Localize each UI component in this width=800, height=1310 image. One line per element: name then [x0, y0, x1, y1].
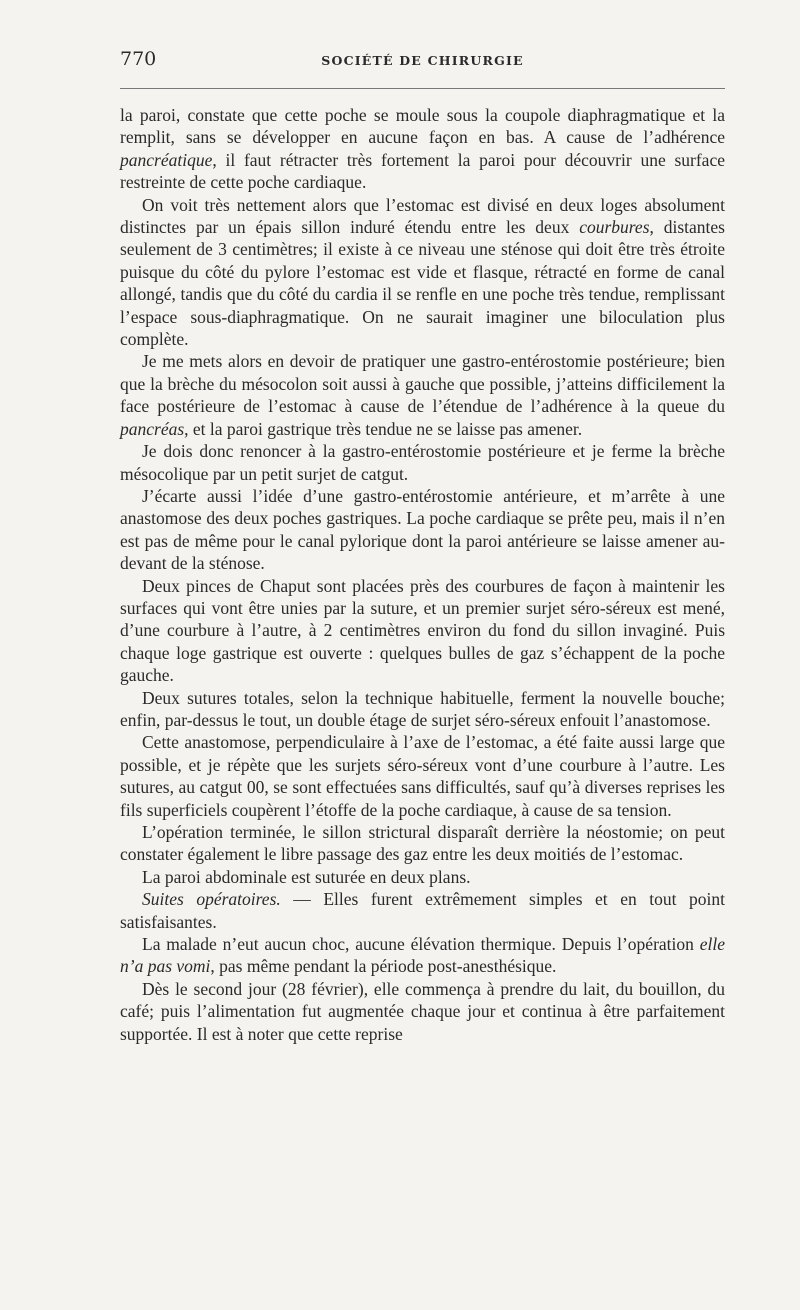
italic-text: elle n’a pas vomi — [120, 934, 725, 977]
paragraph — [120, 933, 725, 978]
body-text — [120, 104, 725, 1045]
paragraph — [120, 440, 725, 485]
header-rule — [120, 88, 725, 89]
paragraph — [120, 978, 725, 1045]
text-segment: On voit très nettement alors que l’estomac est divisé en deux loges absolument distinctes par un épais sillon induré étendu entre les deux — [120, 194, 725, 238]
paragraph — [120, 687, 725, 732]
page-header — [120, 46, 725, 76]
text-segment: Cette anastomose, perpendiculaire à l’axe de l’estomac, a été faite aussi large que possible, et je répète que les surjets séro-séreux vont d’une courbure à l’autre. Les sutures, au catgut 00, se sont effectuées sans difficultés, sauf qu’à diverses reprises les fils superficiels coupèrent l’étoffe de la poche cardiaque, à cause de sa tension. — [120, 732, 725, 820]
text-segment: Deux pinces de Chaput sont placées près des courbures de façon à maintenir les surfaces qui vont être unies par la suture, et un premier surjet séro-séreux est mené, d’une courbure à l’autre, à 2 centimètres environ du fond du sillon invaginé. Puis chaque loge gastrique est ouverte : quelques bulles de gaz s’échappent de la poche gauche. — [120, 575, 725, 686]
text-segment: , distantes seulement de 3 centimètres; il existe à ce niveau une sténose qui doit être très étroite puisque du côté du pylore l’estomac est vide et flasque, rétracté en forme de canal allongé, tandis que du côté du cardia il se renfle en une poche très tendue, remplissant l’espace sous-diaphragmatique. On ne saurait imaginer une biloculation plus complète. — [120, 217, 725, 350]
text-segment: — Elles furent extrêmement simples et en tout point satisfaisantes. — [120, 889, 725, 932]
italic-text: Suites opératoires. — [142, 889, 281, 910]
text-segment: Je dois donc renoncer à la gastro-entérostomie postérieure et je ferme la brèche mésocolique par un petit surjet de catgut. — [120, 441, 725, 484]
paragraph — [120, 821, 725, 866]
text-segment: L’opération terminée, le sillon strictural disparaît derrière la néostomie; on peut constater également le libre passage des gaz entre les deux moitiés de l’estomac. — [120, 822, 725, 865]
italic-text: pancréatique — [120, 149, 213, 170]
italic-text: courbures — [579, 217, 650, 238]
text-segment: Deux sutures totales, selon la technique habituelle, ferment la nouvelle bouche; enfin, par-dessus le tout, un double étage de surjet séro-séreux enfouit l’anastomose. — [120, 687, 725, 730]
paragraph — [120, 575, 725, 687]
paragraph — [120, 866, 725, 888]
paragraph — [120, 888, 725, 933]
text-segment: La malade n’eut aucun choc, aucune élévation thermique. Depuis l’opération — [142, 934, 700, 955]
paragraph — [120, 350, 725, 440]
paragraph — [120, 104, 725, 194]
text-segment: Je me mets alors en devoir de pratiquer une gastro-entérostomie postérieure; bien que la brèche du mésocolon soit aussi à gauche que possible, j’atteins difficilement la face postérieure de l’estomac à cause de l’étendue de l’adhérence à la queue du — [120, 351, 725, 417]
text-segment: , il faut rétracter très fortement la paroi pour découvrir une surface restreinte de cette poche cardiaque. — [120, 149, 725, 193]
italic-text: pancréas — [120, 418, 185, 439]
text-segment: La paroi abdominale est suturée en deux plans. — [142, 866, 471, 887]
text-segment: Dès le second jour (28 février), elle commença à prendre du lait, du bouillon, du café; puis l’alimentation fut augmentée chaque jour et continua à être parfaitement supportée. Il est à noter que cette reprise — [120, 978, 725, 1044]
paragraph — [120, 731, 725, 821]
text-segment: , pas même pendant la période post-anesthésique. — [210, 956, 557, 977]
text-segment: , et la paroi gastrique très tendue ne se laisse pas amener. — [184, 418, 583, 439]
paragraph — [120, 485, 725, 575]
running-title: SOCIÉTÉ DE CHIRURGIE — [321, 53, 524, 68]
text-segment: la paroi, constate que cette poche se moule sous la coupole diaphragmatique et la remplit, sans se développer en aucune façon en bas. A cause de l’adhérence — [120, 105, 725, 148]
paragraph — [120, 194, 725, 351]
page-number: 770 — [120, 48, 157, 70]
text-segment: J’écarte aussi l’idée d’une gastro-entérostomie antérieure, et m’arrête à une anastomose des deux poches gastriques. La poche cardiaque se prête peu, mais il n’en est pas de même pour le canal pylorique dont la paroi antérieure se laisse amener au-devant de la sténose. — [120, 485, 725, 574]
